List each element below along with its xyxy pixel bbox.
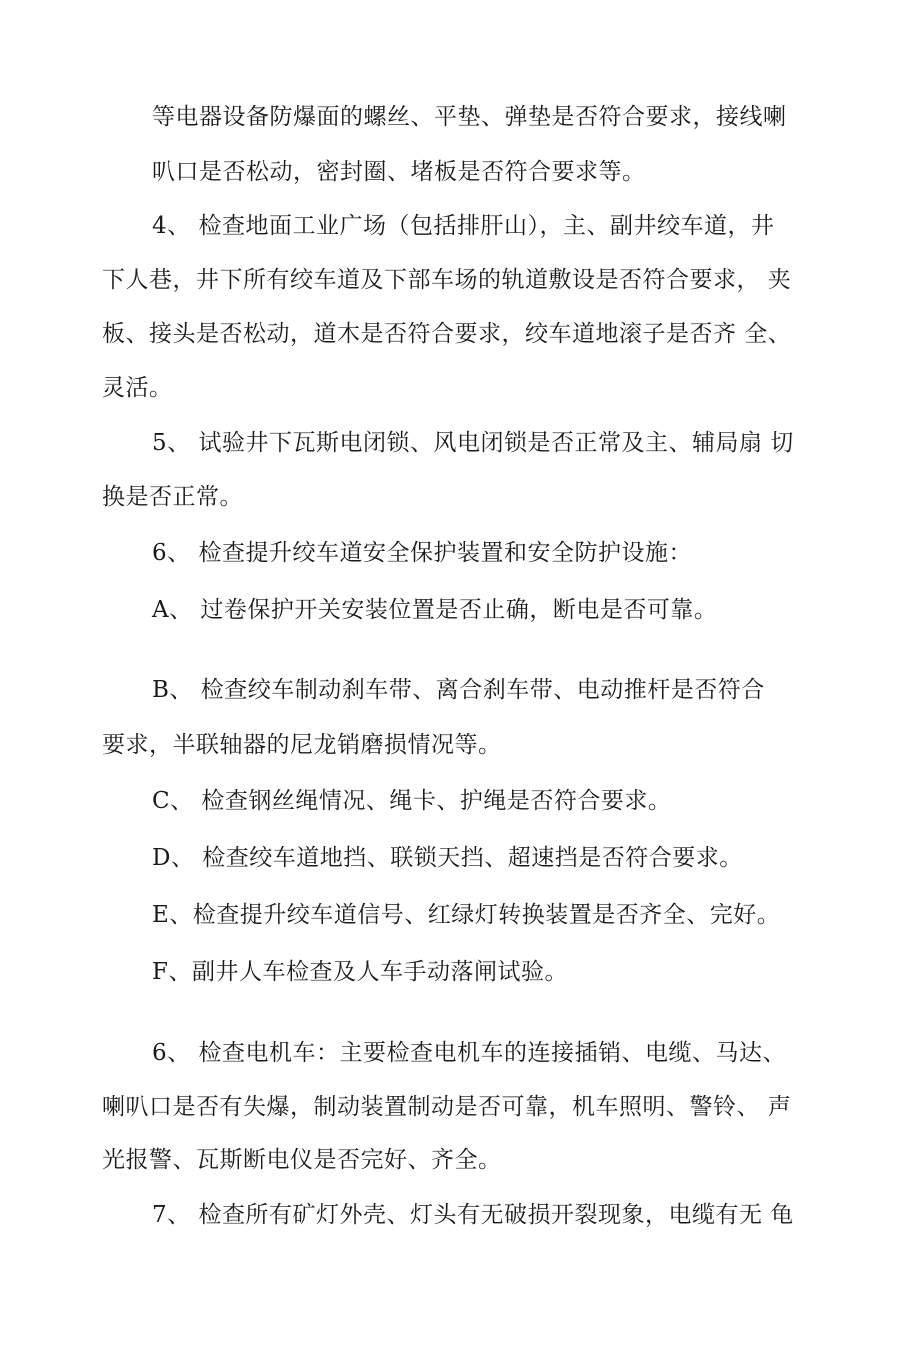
- text-line: 下人巷，井下所有绞车道及下部车场的轨道敷设是否符合要求， 夹: [102, 267, 792, 293]
- text-line: B、 检查绞车制动刹车带、离合刹车带、电动推杆是否符合: [152, 677, 765, 703]
- text-line: 光报警、瓦斯断电仪是否完好、齐全。: [102, 1147, 502, 1173]
- text-line: A、 过卷保护开关安装位置是否止确，断电是否可靠。: [152, 597, 718, 623]
- text-line: 喇叭口是否有失爆，制动装置制动是否可靠，机车照明、警铃、 声: [102, 1094, 792, 1120]
- text-line: 灵活。: [102, 375, 173, 401]
- text-line: 叭口是否松动，密封圈、堵板是否符合要求等。: [152, 159, 646, 185]
- text-line: 6、 检查电机车：主要检查电机车的连接插销、电缆、马达、: [152, 1040, 786, 1066]
- text-line: 6、 检查提升绞车道安全保护装置和安全防护设施：: [152, 540, 692, 566]
- text-line: E、检查提升绞车道信号、红绿灯转换装置是否齐全、完好。: [152, 902, 781, 928]
- text-line: 换是否正常。: [102, 484, 243, 510]
- text-line: F、副井人车检查及人车手动落闸试验。: [152, 959, 568, 985]
- text-line: D、 检查绞车道地挡、联锁天挡、超速挡是否符合要求。: [152, 845, 743, 871]
- text-line: 板、接头是否松动，道木是否符合要求，绞车道地滚子是否齐 全、: [102, 321, 792, 347]
- text-line: 4、 检查地面工业广场（包括排肝山），主、副井绞车道，井: [152, 213, 775, 239]
- text-line: 5、 试验井下瓦斯电闭锁、风电闭锁是否正常及主、辅局扇 切: [152, 430, 794, 456]
- text-line: 要求，半联轴器的尼龙销磨损情况等。: [102, 732, 502, 758]
- text-line: C、 检查钢丝绳情况、绳卡、护绳是否符合要求。: [152, 788, 672, 814]
- text-line: 7、 检查所有矿灯外壳、灯头有无破损开裂现象，电缆有无 龟: [152, 1202, 794, 1228]
- text-line: 等电器设备防爆面的螺丝、平垫、弹垫是否符合要求，接线喇: [152, 104, 787, 130]
